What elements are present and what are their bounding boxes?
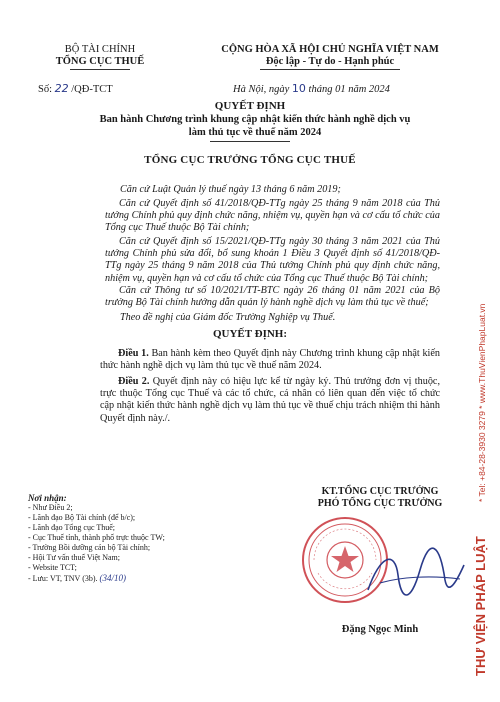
national-motto: Độc lập - Tự do - Hạnh phúc [265,56,395,67]
date-day-handwritten: 10 [291,82,306,95]
motto-underline [260,69,400,70]
on-behalf-line: KT.TỔNG CỤC TRƯỞNG [321,486,439,497]
national-header-block [205,44,455,70]
basis-paragraph: Căn cứ Quyết định số 41/2018/QĐ-TTg ngày 25 tháng 9 năm 2018 của Thủ tướng Chính phủ quy định chức năng, nhiệm vụ, quyền hạn và cơ cấu tổ chức của Tổng cục Thuế thuộc Bộ Tài chính; [105,198,440,234]
basis-paragraph: Căn cứ Thông tư số 10/2021/TT-BTC ngày 26 tháng 01 năm 2021 của Bộ trưởng Bộ Tài chính hướng dẫn quản lý hành nghề dịch vụ làm thủ tục về thuế; [105,285,440,309]
decision-heading: QUYẾT ĐỊNH: [212,328,288,340]
basis-paragraph: Căn cứ Quyết định số 15/2021/QĐ-TTg ngày 30 tháng 3 năm 2021 của Thủ tướng Chính phủ sửa đổi, bổ sung khoản 1 Điều 3 Quyết định số 41/2018/QĐ-TTg ngày 25 tháng 9 năm 2018 của Thủ tướng Chính phủ quy định chức năng, nhiệm vụ, quyền hạn và cơ cấu tổ chức của Tổng cục Thuế thuộc Bộ Tài chính; [105,236,440,284]
issuing-agency-block [20,44,180,70]
basis-paragraph: Theo đề nghị của Giám đốc Trường Nghiệp vụ Thuế. [120,312,336,323]
recipient-item: - Như Điều 2; [28,503,73,512]
doc-number-handwritten: 22 [54,82,69,95]
issuing-authority: TỔNG CỤC TRƯỞNG TỔNG CỤC THUẾ [144,154,356,166]
recipients-block [28,493,228,584]
article-text: Ban hành kèm theo Quyết định này Chương trình khung cập nhật kiến thức hành nghề dịch vụ làm thủ tục về thuế năm 2024. [100,348,440,372]
watermark-contact: * Tel: +84-28-3930 3279 * www.ThuVienPhapLuat.vn [477,303,487,502]
article-1 [100,348,440,372]
signature-title-block [290,486,470,510]
recipients-label: Nơi nhận: [28,493,67,503]
agency-underline [70,69,130,70]
subtitle-underline [210,141,290,142]
watermark [468,88,492,678]
recipient-item: - Lãnh đạo Tổng cục Thuế; [28,523,116,532]
handwritten-signature [360,535,470,615]
basis-paragraph: Căn cứ Luật Quản lý thuế ngày 13 tháng 6 năm 2019; [120,184,341,195]
article-2 [100,376,440,425]
signer-name: Đặng Ngọc Minh [341,624,419,635]
watermark-brand: THƯ VIỆN PHÁP LUẬT [473,536,488,676]
recipient-item: - Website TCT; [28,563,77,572]
document-subtitle: Ban hành Chương trình khung cập nhật kiến thức hành nghề dịch vụ làm thủ tục về thuế năm 2024 [99,114,411,138]
recipient-item: - Lưu: VT, TNV (3b). (34/10) [28,573,127,583]
country-name: CỘNG HÒA XÃ HỘI CHỦ NGHĨA VIỆT NAM [221,44,439,55]
issue-date [233,82,390,95]
recipient-item: - Lãnh đạo Bộ Tài chính (để b/c); [28,513,136,522]
recipient-item: - Cục Thuế tỉnh, thành phố trực thuộc TW; [28,533,165,542]
handwritten-note: (34/10) [99,573,127,583]
document-number [38,82,113,95]
date-place: Hà Nội, ngày [233,84,290,95]
position-line: PHÓ TỔNG CỤC TRƯỞNG [317,498,443,509]
recipient-item: - Trường Bồi dưỡng cán bộ Tài chính; [28,543,151,552]
article-label: Điều 1. [118,348,149,359]
article-text: Quyết định này có hiệu lực kể từ ngày ký. Thủ trưởng đơn vị thuộc, trực thuộc Tổng cục Thuế và các tổ chức, cá nhân có liên quan đến việc tổ chức cập nhật kiến thức hành nghề dịch vụ làm thủ tục về thuế chịu trách nhiệm thi hành Quyết định này./. [100,376,440,424]
article-label: Điều 2. [118,376,150,387]
date-rest: tháng 01 năm 2024 [308,84,390,95]
document-title: QUYẾT ĐỊNH [214,100,286,112]
doc-number-prefix: Số: [38,84,53,95]
agency-name: TỔNG CỤC THUẾ [55,56,145,67]
doc-number-suffix: /QĐ-TCT [71,84,113,95]
recipient-item: - Hội Tư vấn thuế Việt Nam; [28,553,120,562]
ministry-name: BỘ TÀI CHÍNH [64,44,136,55]
